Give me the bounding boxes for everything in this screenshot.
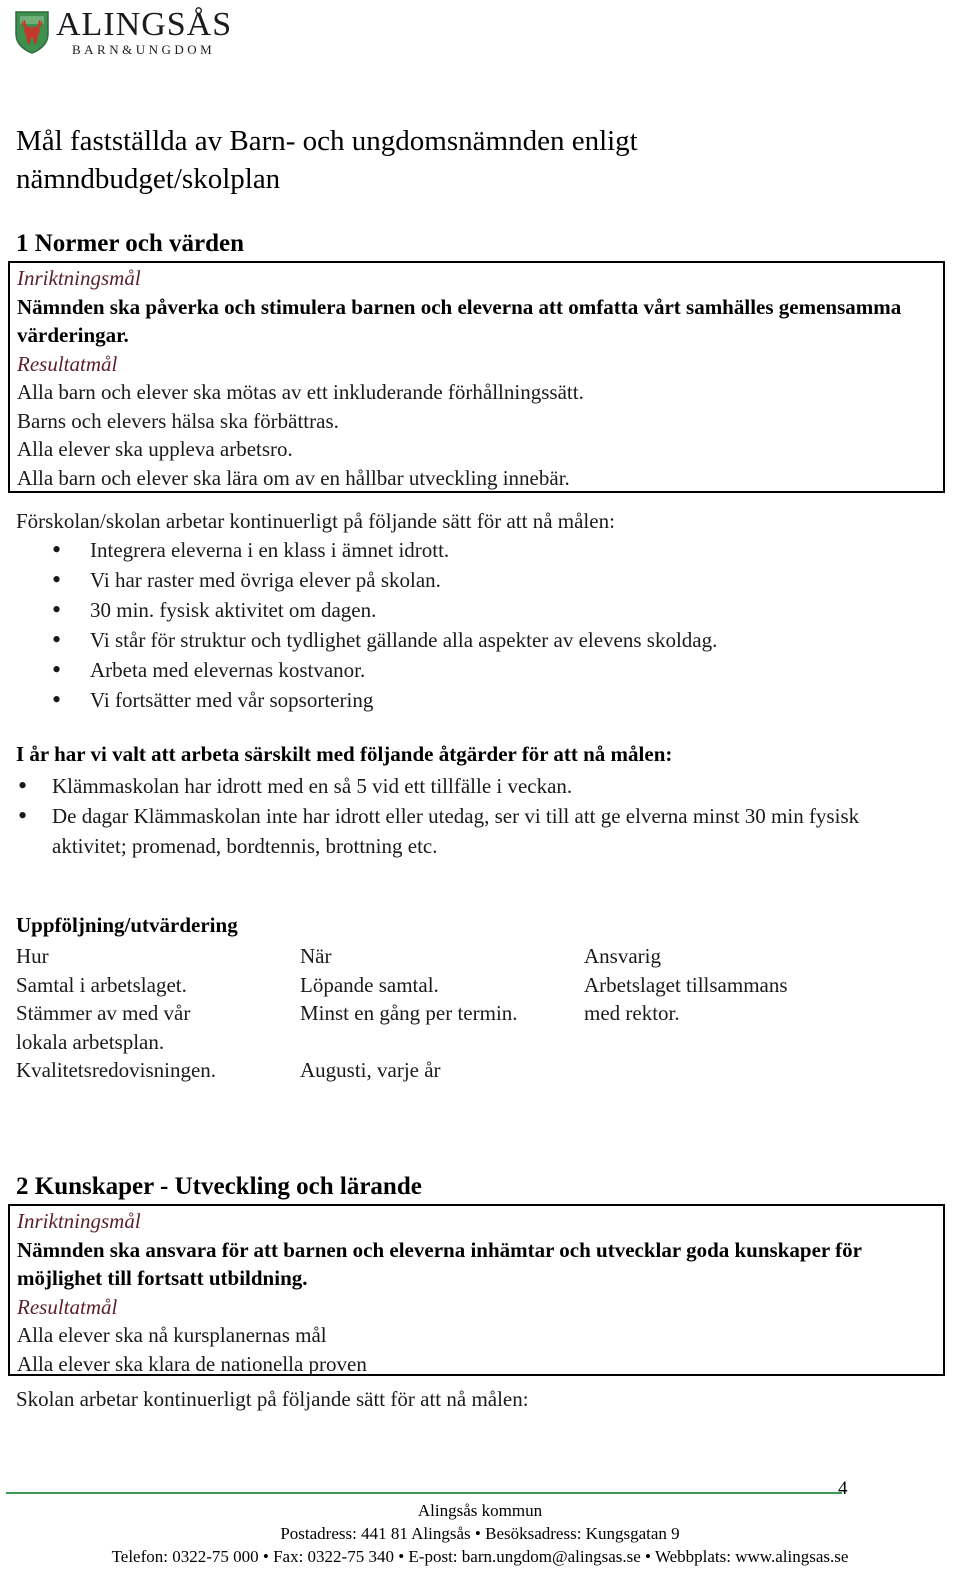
section1-measures-heading: I år har vi valt att arbeta särskilt med följande åtgärder för att nå målen: [16, 742, 673, 766]
followup-col-header: Ansvarig [584, 944, 661, 968]
footer-rule [6, 1492, 842, 1494]
followup-col-header: Hur [16, 944, 49, 968]
list-item: • Arbeta med elevernas kostvanor. [16, 655, 916, 685]
section1-goals-box [8, 261, 945, 493]
section2-result-label: Resultatmål [17, 1294, 118, 1319]
list-item: • De dagar Klämmaskolan inte har idrott eller utedag, ser vi till att ge elverna minst 30 min fysisk aktivitet; promenad, bordtennis, brottning etc. [16, 801, 876, 861]
section1-goal-label: Inriktningsmål [17, 266, 141, 290]
section1-work-list [16, 535, 916, 715]
followup-col-header: När [300, 944, 332, 968]
list-item: • Vi har raster med övriga elever på skolan. [16, 565, 916, 595]
section1-result-item: Alla barn och elever ska lära om av en hållbar utveckling innebär. [17, 465, 570, 490]
table-cell: lokala arbetsplan. [16, 1029, 165, 1054]
table-cell: med rektor. [584, 1001, 680, 1025]
document-title: Mål fastställda av Barn- och ungdomsnämnden enligt nämndbudget/skolplan [16, 125, 638, 195]
footer-contact: Telefon: 0322-75 000 • Fax: 0322-75 340 • E-post: barn.ungdom@alingsas.se • Webbplats: www.alingsas.se [111, 1547, 849, 1566]
logo-wordmark: ALINGSÅS [56, 6, 233, 43]
section2-goal-text: Nämnden ska ansvara för att barnen och eleverna inhämtar och utvecklar goda kunskaper för möjlighet till fortsatt utbildning. [17, 1237, 862, 1290]
section1-result-label: Resultatmål [17, 351, 118, 376]
followup-heading: Uppföljning/utvärdering [16, 913, 238, 937]
header-logo [14, 8, 254, 58]
table-cell: Stämmer av med vår [16, 1001, 191, 1025]
table-cell: Samtal i arbetslaget. [16, 972, 187, 997]
section2-result-item: Alla elever ska klara de nationella proven [17, 1351, 367, 1376]
section2-work-intro: Skolan arbetar kontinuerligt på följande sätt för att nå målen: [16, 1387, 529, 1411]
table-cell: Kvalitetsredovisningen. [16, 1058, 217, 1082]
table-cell: Arbetslaget tillsammans [584, 972, 788, 997]
table-cell: Löpande samtal. [300, 972, 439, 997]
section1-result-item: Barns och elevers hälsa ska förbättras. [17, 408, 339, 433]
page-number: 4 [838, 1478, 848, 1499]
list-item: • 30 min. fysisk aktivitet om dagen. [16, 595, 916, 625]
section1-work-intro: Förskolan/skolan arbetar kontinuerligt på följande sätt för att nå målen: [16, 509, 615, 533]
section1-heading: 1 Normer och värden [16, 230, 244, 257]
table-cell: Augusti, varje år [300, 1058, 441, 1082]
followup-col-when [300, 942, 580, 1085]
section1-goal-text: Nämnden ska påverka och stimulera barnen och eleverna att omfatta vårt samhälles gemensamma värderingar. [17, 294, 902, 347]
section2-result-item: Alla elever ska nå kursplanernas mål [17, 1323, 327, 1347]
section2-goals-box [8, 1204, 945, 1376]
table-cell [300, 1028, 580, 1057]
moose-crest-icon [14, 10, 50, 54]
section1-measures-list [16, 771, 876, 861]
logo-subtitle: BARN&UNGDOM [72, 42, 216, 57]
section2-heading: 2 Kunskaper - Utveckling och lärande [16, 1173, 422, 1200]
followup-col-how [16, 942, 296, 1085]
section1-result-item: Alla barn och elever ska mötas av ett inkluderande förhållningssätt. [17, 380, 584, 404]
footer-org: Alingsås kommun [417, 1501, 543, 1520]
footer-address: Postadress: 441 81 Alingsås • Besöksadress: Kungsgatan 9 [280, 1524, 680, 1543]
section1-result-item: Alla elever ska uppleva arbetsro. [17, 437, 293, 461]
list-item: • Klämmaskolan har idrott med en så 5 vid ett tillfälle i veckan. [16, 771, 876, 801]
list-item: • Vi fortsätter med vår sopsortering [16, 685, 916, 715]
section2-goal-label: Inriktningsmål [17, 1209, 141, 1233]
followup-col-who [584, 942, 874, 1028]
table-cell: Minst en gång per termin. [300, 1001, 518, 1025]
list-item: • Vi står för struktur och tydlighet gällande alla aspekter av elevens skoldag. [16, 625, 916, 655]
list-item: • Integrera eleverna i en klass i ämnet idrott. [16, 535, 916, 565]
